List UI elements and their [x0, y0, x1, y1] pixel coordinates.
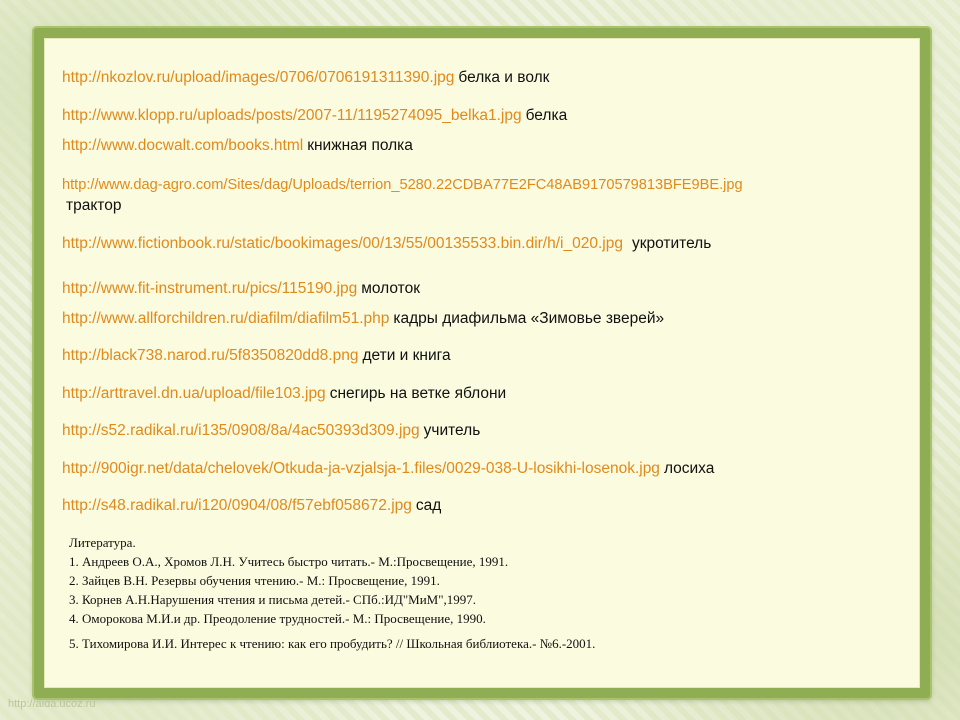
reference-url[interactable]: http://s52.radikal.ru/i135/0908/8a/4ac50393d309.jpg: [62, 422, 420, 439]
reference-url[interactable]: http://www.fictionbook.ru/static/bookimages/00/13/55/00135533.bin.dir/h/i_020.jpg: [62, 235, 623, 252]
reference-5: [62, 234, 711, 254]
reference-description: белка и волк: [458, 69, 550, 86]
reference-3: [62, 136, 413, 156]
reference-description: сад: [415, 497, 442, 514]
reference-description: дети и книга: [362, 347, 451, 364]
reference-url[interactable]: http://arttravel.dn.ua/upload/file103.jpg: [62, 385, 326, 402]
reference-description: книжная полка: [307, 137, 413, 154]
reference-url[interactable]: http://www.allforchildren.ru/diafilm/diafilm51.php: [62, 310, 390, 327]
reference-url[interactable]: http://nkozlov.ru/upload/images/0706/0706191311390.jpg: [62, 69, 455, 86]
literature-item: 5. Тихомирова И.И. Интерес к чтению: как его пробудить? // Школьная библиотека.- №6.-2001.: [69, 636, 596, 651]
reference-description: белка: [525, 107, 568, 124]
reference-description: кадры диафильма «Зимовье зверей»: [393, 310, 665, 327]
reference-url[interactable]: http://www.fit-instrument.ru/pics/115190.jpg: [62, 280, 358, 297]
reference-url[interactable]: http://www.dag-agro.com/Sites/dag/Uploads/terrion_5280.22CDBA77E2FC48AB9170579813BFE9BE.jpg: [62, 177, 743, 193]
watermark: http://aida.ucoz.ru: [8, 698, 96, 710]
reference-9: [62, 384, 506, 404]
reference-description: молоток: [361, 280, 420, 297]
literature-item: 1. Андреев О.А., Хромов Л.Н. Учитесь быстро читать.- М.:Просвещение, 1991.: [69, 554, 509, 569]
reference-10: [62, 421, 480, 441]
literature-heading: Литература.: [69, 535, 136, 550]
reference-url[interactable]: http://s48.radikal.ru/i120/0904/08/f57ebf058672.jpg: [62, 497, 412, 514]
literature-section: [69, 533, 595, 653]
reference-url[interactable]: http://www.klopp.ru/uploads/posts/2007-11/1195274095_belka1.jpg: [62, 107, 522, 124]
reference-8: [62, 346, 451, 366]
literature-item: 3. Корнев А.Н.Нарушения чтения и письма детей.- СПб.:ИД"МиМ",1997.: [69, 592, 477, 607]
reference-2: [62, 106, 567, 126]
reference-4: [62, 175, 743, 216]
reference-description: лосиха: [663, 460, 715, 477]
reference-6: [62, 279, 420, 299]
reference-url[interactable]: http://www.docwalt.com/books.html: [62, 137, 304, 154]
reference-url[interactable]: http://black738.narod.ru/5f8350820dd8.png: [62, 347, 359, 364]
literature-item: 2. Зайцев В.Н. Резервы обучения чтению.- М.: Просвещение, 1991.: [69, 573, 440, 588]
reference-description: укротитель: [631, 235, 712, 252]
reference-12: [62, 496, 441, 516]
reference-description: снегирь на ветке яблони: [329, 385, 507, 402]
reference-7: [62, 309, 664, 329]
reference-1: [62, 68, 549, 88]
reference-url[interactable]: http://900igr.net/data/chelovek/Otkuda-ja-vzjalsja-1.files/0029-038-U-losikhi-losenok.jpg: [62, 460, 660, 477]
reference-description: учитель: [423, 422, 481, 439]
literature-item: 4. Оморокова М.И.и др. Преодоление трудностей.- М.: Просвещение, 1990.: [69, 611, 486, 626]
reference-11: [62, 459, 714, 479]
reference-description: трактор: [66, 197, 122, 214]
